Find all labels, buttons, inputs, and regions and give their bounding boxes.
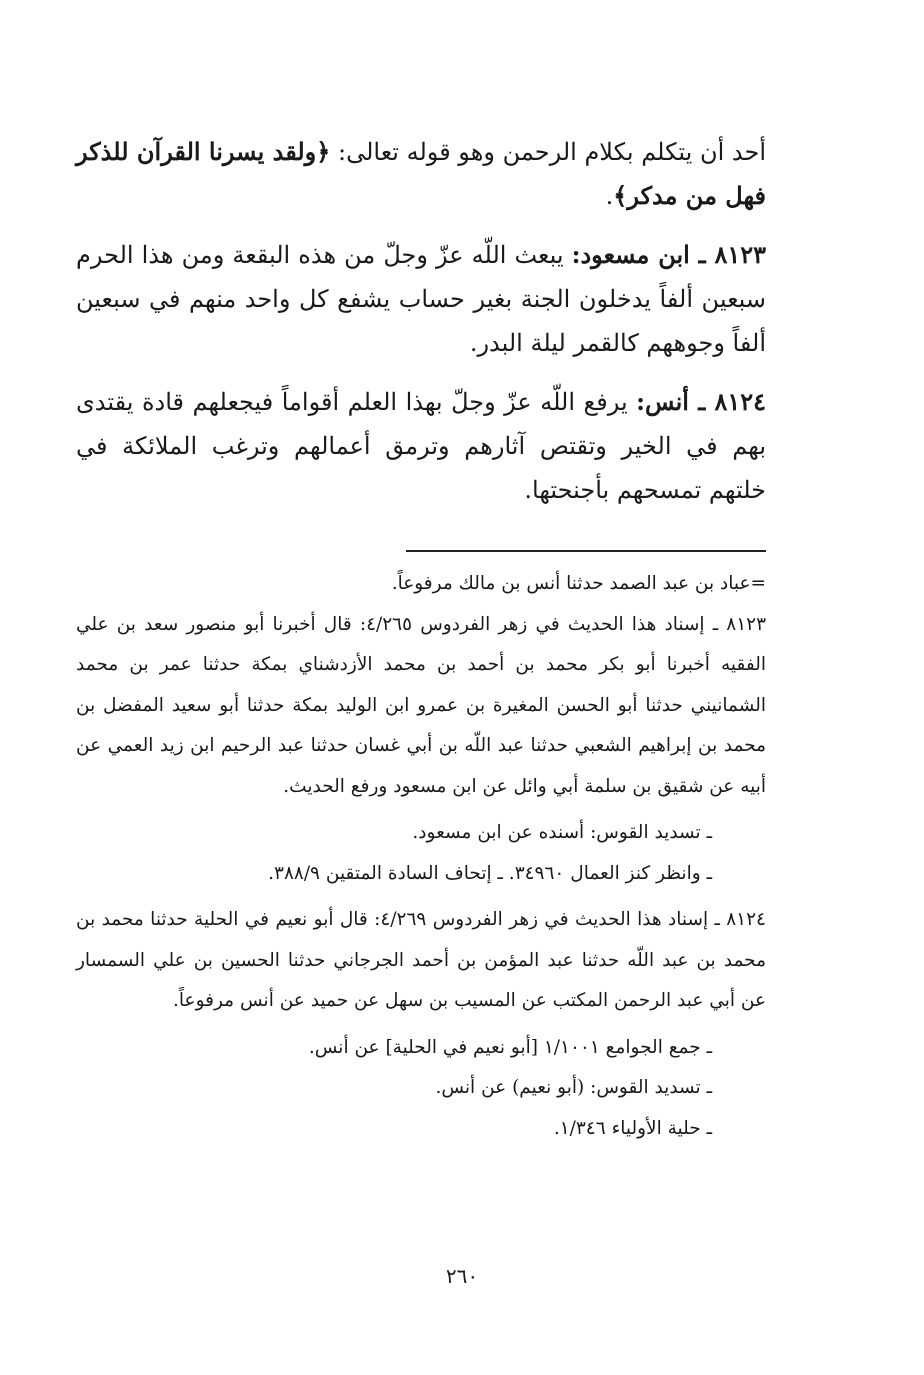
quran-verse: ﴿ولقد يسرنا القرآن للذكر فهل من مدكر﴾ [76,137,766,210]
intro-paragraph [76,130,766,218]
intro-end: . [605,182,614,210]
page-number: ٢٦٠ [445,1264,479,1288]
footnote-8124-ref: ـ جمع الجوامع ١/١٠٠١ [أبو نعيم في الحلية] عن أنس. [308,1036,712,1058]
footnote-8124-ref: ـ تسديد القوس: (أبو نعيم) عن أنس. [435,1077,712,1098]
footnote-8123-ref: ـ وانظر كنز العمال ٣٤٩٦٠. ـ إتحاف السادة المتقين ٣٨٨/٩. [268,862,712,884]
footnote-separator [406,550,766,552]
footnote-8124-isnad: ٨١٢٤ ـ إسناد هذا الحديث في زهر الفردوس ٤/٢٦٩: قال أبو نعيم في الحلية حدثنا محمد بن محمد بن عبد اللّه حدثنا عبد المؤمن بن أحمد الجرجاني حدثنا الحسين بن علي السمسار عن أبي عبد الرحمن المكتب عن المسيب بن سهل عن حميد عن أنس مرفوعاً. [76,909,766,1011]
hadith-8123 [76,233,766,365]
intro-text: أحد أن يتكلم بكلام الرحمن وهو قوله تعالى: [330,138,766,166]
hadith-8123-lead: ٨١٢٣ ـ ابن مسعود: [571,240,766,269]
main-text [76,130,766,512]
hadith-8123-text: يبعث اللّه عزّ وجلّ من هذه البقعة ومن هذا الحرم سبعين ألفاً يدخلون الجنة بغير حساب يشفع كل واحد منهم في سبعين ألفاً وجوههم كالقمر ليلة البدر. [76,241,766,357]
footnotes [76,564,766,1149]
footnote-8124-ref: ـ حلية الأولياء ١/٣٤٦. [553,1117,712,1139]
hadith-8124 [76,380,766,512]
footnote-8123-isnad: ٨١٢٣ ـ إسناد هذا الحديث في زهر الفردوس ٤/٢٦٥: قال أخبرنا أبو منصور سعد بن علي الفقيه أخبرنا أبو بكر محمد بن أحمد بن محمد الأزدشناي بمكة حدثنا عمر بن محمد الشمانيني حدثنا أبو الحسن المغيرة بن عمرو ابن الوليد بمكة حدثنا أبو سعيد المفضل بن محمد بن إبراهيم الشعبي حدثنا عبد اللّه بن أبي غسان حدثنا عبد الرحيم ابن زيد العمي عن أبيه عن شقيق بن سلمة أبي وائل عن ابن مسعود ورفع الحديث. [76,613,767,797]
footnote-continuation: =عباد بن عبد الصمد حدثنا أنس بن مالك مرفوعاً. [391,573,766,594]
page-content [76,130,766,1149]
hadith-8124-text: يرفع اللّه عزّ وجلّ بهذا العلم أقواماً فيجعلهم قادة يقتدى بهم في الخير وتقتص آثارهم وترمق أعمالهم وترغب الملائكة في خلتهم تمسحهم بأجنحتها. [76,388,766,504]
footnote-8123-ref: ـ تسديد القوس: أسنده عن ابن مسعود. [412,822,712,843]
hadith-8124-lead: ٨١٢٤ ـ أنس: [636,387,767,416]
